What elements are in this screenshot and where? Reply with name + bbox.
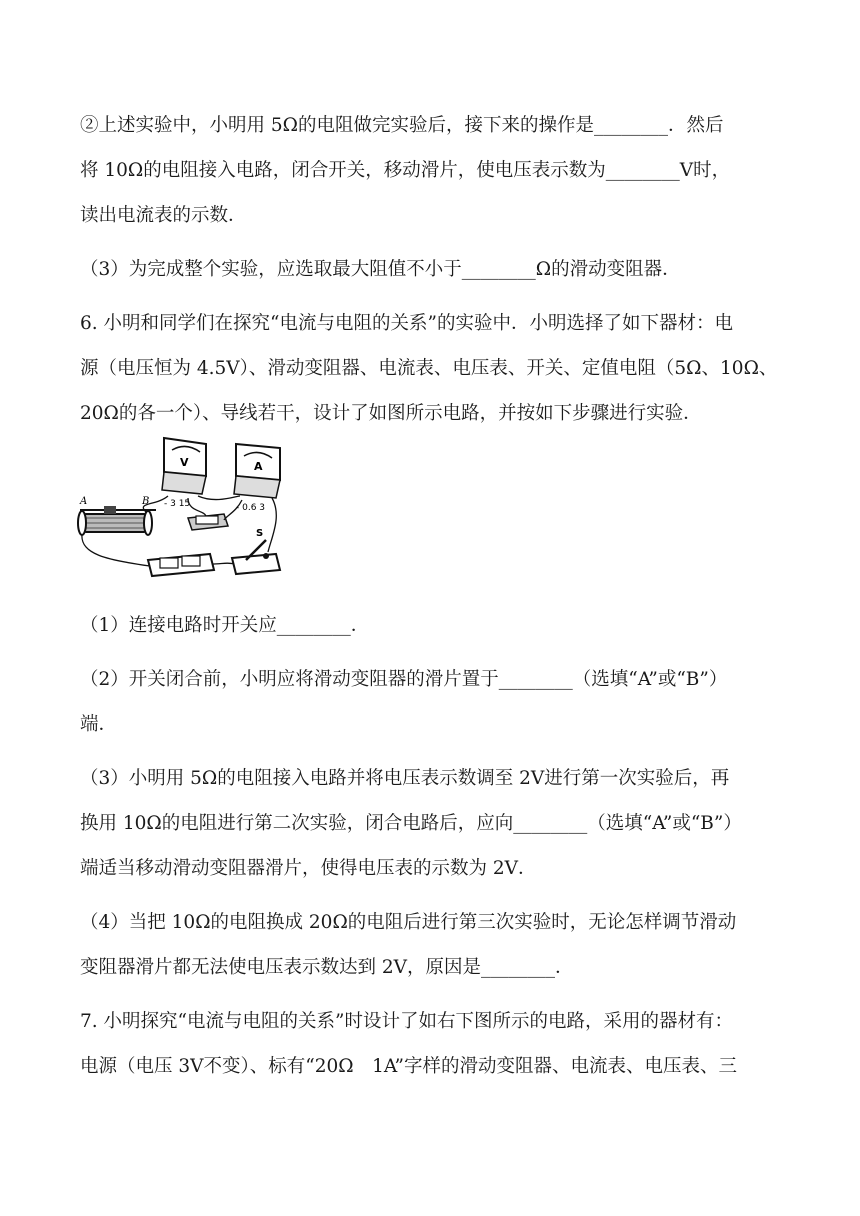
rheostat-end-a: A — [80, 496, 88, 507]
text-line: 换用 10Ω的电阻进行第二次实验，闭合电路后，应向________（选填“A”或“B”） — [80, 813, 742, 834]
switch-label: S — [256, 528, 264, 539]
text-line: 源（电压恒为 4.5V）、滑动变阻器、电流表、电压表、开关、定值电阻（5Ω、10Ω、 — [80, 358, 778, 379]
text-line: 电源（电压 3V不变）、标有“20Ω 1A”字样的滑动变阻器、电流表、电压表、三 — [80, 1056, 737, 1077]
voltmeter-label: V — [180, 456, 189, 469]
battery-icon — [148, 554, 214, 576]
text-line: 6. 小明和同学们在探究“电流与电阻的关系”的实验中．小明选择了如下器材：电 — [80, 313, 733, 334]
resistor-icon — [188, 514, 228, 530]
voltmeter-scale: - 3 15 — [164, 499, 191, 509]
ammeter-scale: - 0.6 3 — [236, 503, 266, 513]
voltmeter-icon — [162, 438, 206, 509]
text-line: 端适当移动滑动变阻器滑片，使得电压表的示数为 2V． — [80, 858, 537, 879]
text-line: 7. 小明探究“电流与电阻的关系”时设计了如右下图所示的电路，采用的器材有： — [80, 1011, 733, 1032]
circuit-figure — [76, 436, 288, 586]
text-line: （3）小明用 5Ω的电阻接入电路并将电压表示数调至 2V进行第一次实验后，再 — [80, 768, 730, 789]
text-line: （1）连接电路时开关应________． — [80, 615, 370, 636]
text-line: 变阻器滑片都无法使电压表示数达到 2V，原因是________． — [80, 957, 574, 978]
rheostat-icon — [78, 496, 156, 535]
text-line: ②上述实验中，小明用 5Ω的电阻做完实验后，接下来的操作是________．然后 — [80, 115, 724, 136]
text-line: 20Ω的各一个）、导线若干，设计了如图所示电路，并按如下步骤进行实验． — [80, 403, 702, 424]
text-line: （2）开关闭合前，小明应将滑动变阻器的滑片置于________（选填“A”或“B”） — [80, 669, 728, 690]
text-line: 将 10Ω的电阻接入电路，闭合开关，移动滑片，使电压表示数为________V时， — [80, 160, 731, 181]
text-line: 读出电流表的示数． — [80, 205, 247, 226]
text-line: （4）当把 10Ω的电阻换成 20Ω的电阻后进行第三次实验时，无论怎样调节滑动 — [80, 912, 737, 933]
circuit-diagram — [76, 436, 288, 586]
text-line: 端． — [80, 714, 118, 735]
rheostat-end-b: B — [142, 496, 150, 507]
text-line: （3）为完成整个实验，应选取最大阻值不小于________Ω的滑动变阻器． — [80, 259, 681, 280]
ammeter-label: A — [254, 460, 263, 473]
